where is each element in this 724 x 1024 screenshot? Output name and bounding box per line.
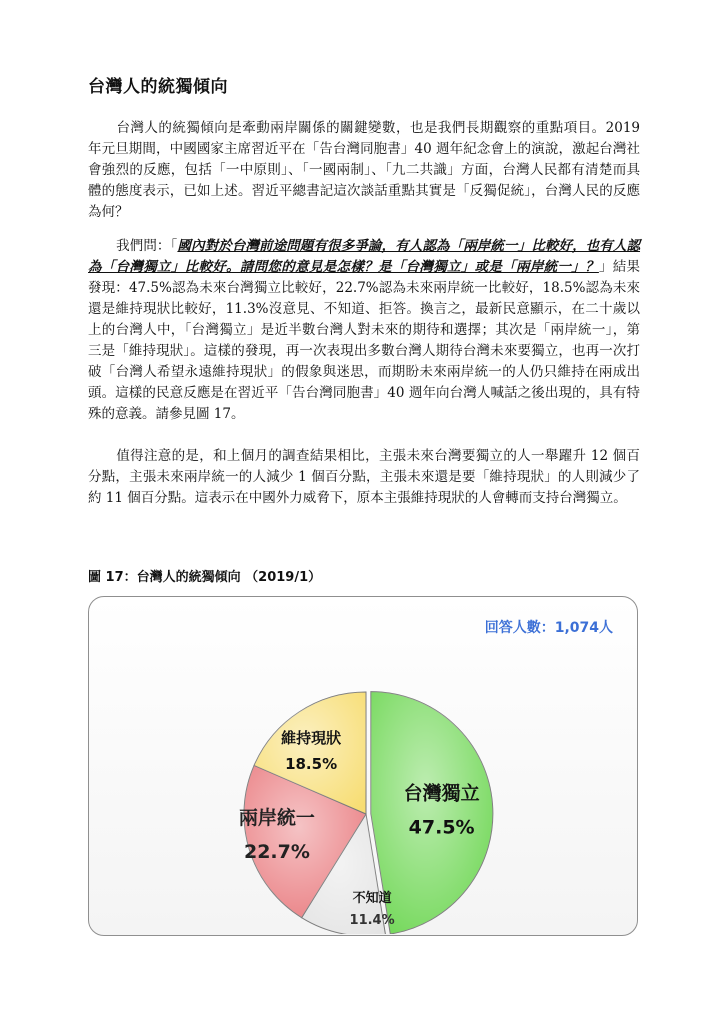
paragraph-survey-question [88, 236, 640, 425]
pie-slice-label: 不知道 [352, 890, 392, 906]
paragraph-comparison-text: 值得注意的是，和上個月的調查結果相比，主張未來台灣要獨立的人一舉躍升 12 個百分點，主張未來兩岸統一的人減少 1 個百分點，主張未來還是要「維持現狀」的人則減少了約 11 個百分點。這表示在中國外力威脅下，原本主張維持現狀的人會轉而支持台灣獨立。 [88, 448, 640, 506]
question-prefix: 我們問：「 [116, 238, 178, 254]
pie-chart-frame [88, 596, 638, 936]
survey-findings: 結果發現：47.5%認為未來台灣獨立比較好，22.7%認為未來兩岸統一比較好，18.5%認為未來還是維持現狀比較好，11.3%沒意見、不知道、拒答。換言之，最新民意顯示，在二十歲以上的台灣人中，「台灣獨立」是近半數台灣人對未來的期待和選擇；其次是「兩岸統一」，第三是「維持現狀」。這樣的發現，再一次表現出多數台灣人期待台灣未來要獨立，也再一次打破「台灣人希望永遠維持現狀」的假象與迷思，而期盼未來兩岸統一的人仍只維持在兩成出頭。這樣的民意反應是在習近平「告台灣同胞書」40 週年向台灣人喊話之後出現的，具有特殊的意義。請參見圖 17。 [88, 259, 641, 422]
pie-slice-value: 18.5% [285, 755, 338, 774]
pie-slice-label: 台灣獨立 [403, 782, 480, 805]
section-title: 台灣人的統獨傾向 [88, 77, 228, 97]
paragraph-intro [88, 118, 640, 223]
pie-slice-value: 11.4% [349, 912, 395, 928]
respondents-count: 回答人數：1,074人 [484, 620, 613, 636]
paragraph-intro-text: 台灣人的統獨傾向是牽動兩岸關係的關鍵變數，也是我們長期觀察的重點項目。2019 年元旦期間，中國國家主席習近平在「告台灣同胞書」40 週年紀念會上的演說，激起台灣社會強烈的反應，包括「一中原則」、「一國兩制」、「九二共識」方面，台灣人民都有清楚而具體的態度表示，已如上述。習近平總書記這次談話重點其實是「反獨促統」，台灣人民的反應為何？ [88, 120, 640, 220]
pie-slice-value: 47.5% [408, 816, 475, 839]
pie-slice-label: 維持現狀 [281, 729, 342, 748]
pie-chart [89, 597, 636, 934]
pie-slice-label: 兩岸統一 [238, 806, 315, 829]
figure-caption: 圖 17：台灣人的統獨傾向 （2019/1） [88, 570, 322, 585]
paragraph-comparison [88, 446, 640, 509]
question-suffix: 」 [598, 259, 613, 275]
pie-slice-value: 22.7% [243, 840, 310, 863]
survey-question: 國內對於台灣前途問題有很多爭論，有人認為「兩岸統一」比較好，也有人認為「台灣獨立」比較好。請問您的意見是怎樣？是「台灣獨立」或是「兩岸統一」？ [88, 238, 641, 275]
